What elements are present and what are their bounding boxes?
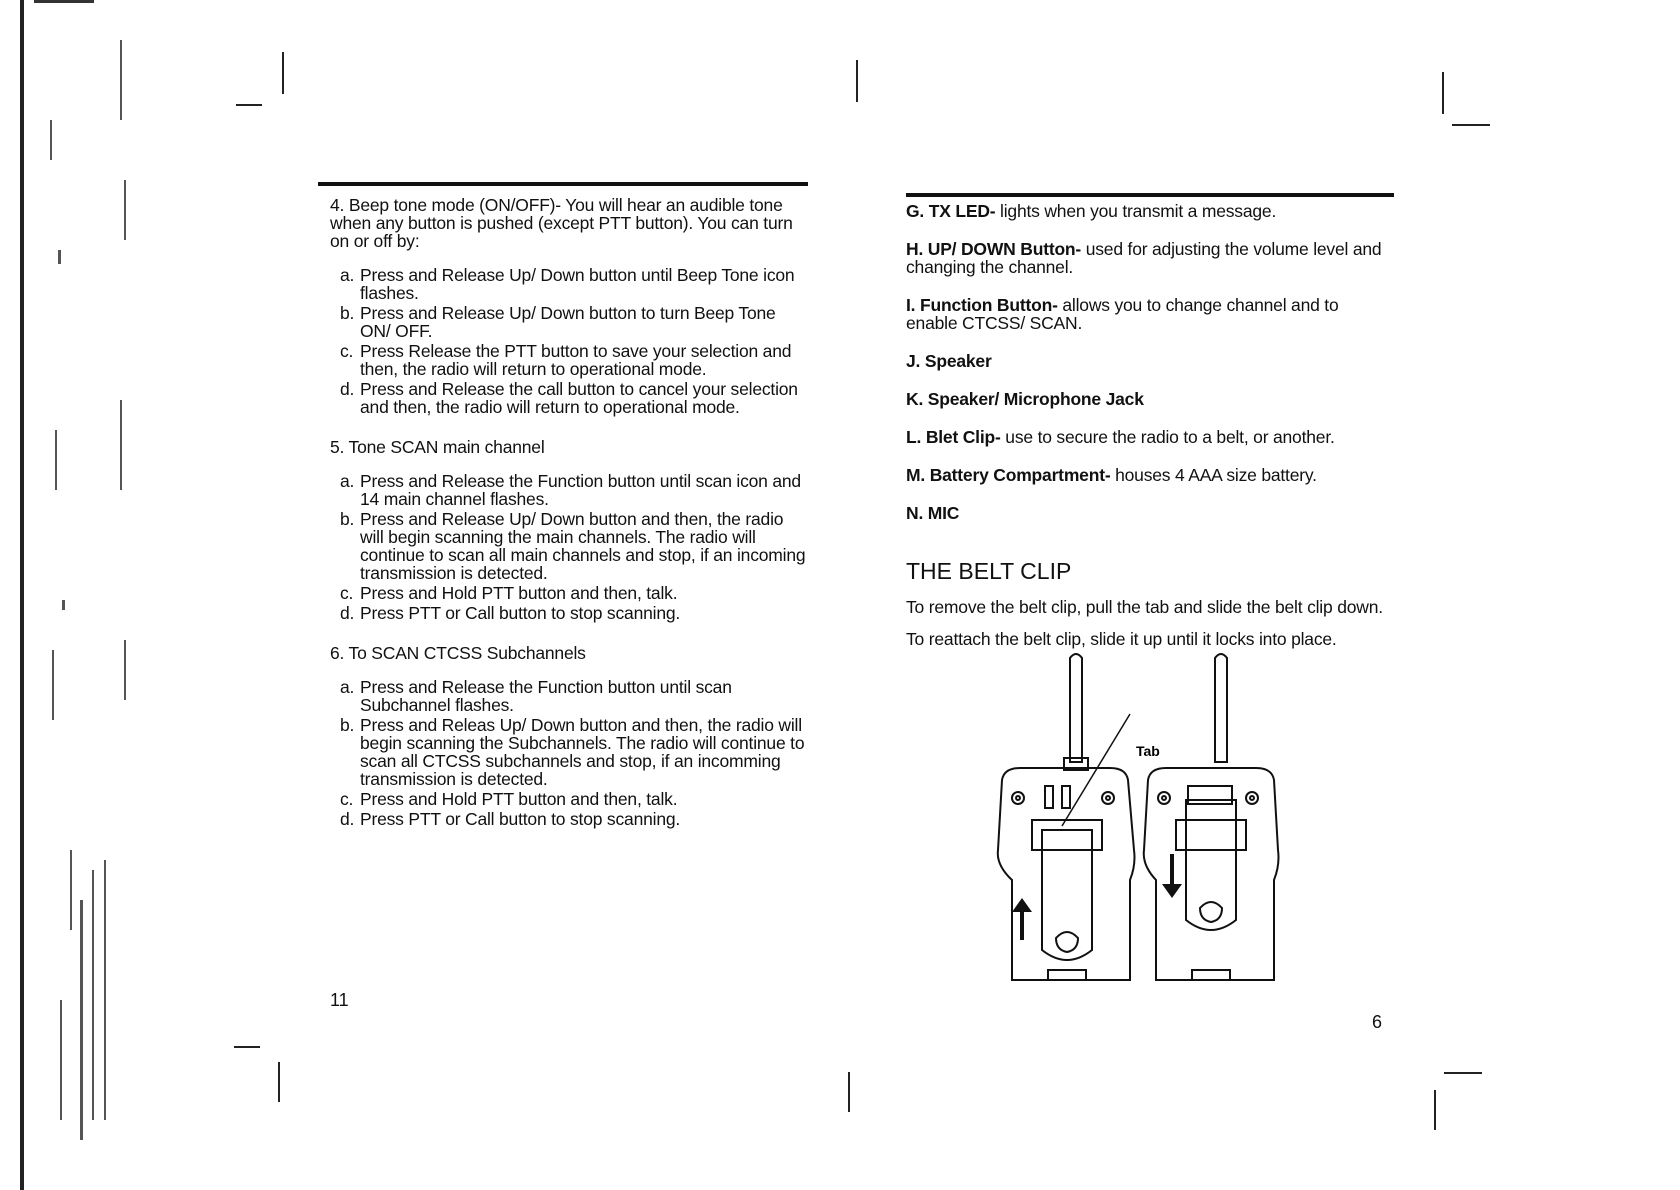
left-page-top-rule bbox=[318, 182, 808, 186]
part-description bbox=[906, 240, 1394, 276]
section-intro: 4. Beep tone mode (ON/OFF)- You will hear an audible tone when any button is pushed (except PTT button). You can turn on or off by: bbox=[330, 195, 793, 251]
belt-clip-illustration bbox=[990, 650, 1290, 1000]
item-text: Press Release the PTT button to save your selection and then, the radio will return to operational mode. bbox=[360, 341, 792, 379]
section-intro: 5. Tone SCAN main channel bbox=[330, 437, 545, 457]
right-page-content bbox=[906, 202, 1394, 662]
part-desc: lights when you transmit a message. bbox=[995, 201, 1277, 221]
item-text: Press and Release the call button to cancel your selection and then, the radio will return to operational mode. bbox=[360, 379, 798, 417]
crop-mark bbox=[1444, 1072, 1482, 1074]
part-desc: use to secure the radio to a belt, or another. bbox=[1000, 427, 1335, 447]
part-term: J. Speaker bbox=[906, 351, 992, 371]
list-item bbox=[340, 678, 806, 714]
arrow-up-icon bbox=[1012, 898, 1032, 940]
item-text: Press and Hold PTT button and then, talk. bbox=[360, 583, 678, 603]
section-intro: 6. To SCAN CTCSS Subchannels bbox=[330, 643, 586, 663]
crop-mark bbox=[278, 1062, 280, 1102]
list-item bbox=[340, 604, 806, 622]
item-label: a. bbox=[340, 677, 355, 697]
item-label: b. bbox=[340, 303, 355, 323]
crop-mark bbox=[1434, 1090, 1436, 1130]
item-label: c. bbox=[340, 789, 354, 809]
step-list bbox=[340, 266, 806, 416]
item-text: Press and Release the Function button until scan Subchannel flashes. bbox=[360, 677, 732, 715]
list-item bbox=[340, 510, 806, 582]
item-label: d. bbox=[340, 603, 355, 623]
item-label: b. bbox=[340, 509, 355, 529]
part-description bbox=[906, 202, 1394, 220]
scan-edge-artifacts bbox=[0, 0, 140, 1190]
list-item bbox=[340, 716, 806, 788]
list-item bbox=[340, 584, 806, 602]
section-beep-tone bbox=[330, 196, 806, 416]
list-item bbox=[340, 304, 806, 340]
crop-mark bbox=[856, 60, 858, 102]
section-ctcss-scan bbox=[330, 644, 806, 828]
list-item bbox=[340, 380, 806, 416]
part-desc: allows you to change channel and to enable CTCSS/ SCAN. bbox=[906, 295, 1339, 333]
part-term: M. Battery Compartment- bbox=[906, 465, 1111, 485]
part-description bbox=[906, 504, 1394, 522]
item-text: Press and Release Up/ Down button to turn Beep Tone ON/ OFF. bbox=[360, 303, 776, 341]
belt-clip-remove-text: To remove the belt clip, pull the tab and slide the belt clip down. bbox=[906, 597, 1383, 617]
part-term: L. Blet Clip- bbox=[906, 427, 1001, 447]
item-label: d. bbox=[340, 809, 355, 829]
item-label: c. bbox=[340, 341, 354, 361]
item-label: c. bbox=[340, 583, 354, 603]
item-label: a. bbox=[340, 471, 355, 491]
item-text: Press and Release the Function button until scan icon and 14 main channel flashes. bbox=[360, 471, 801, 509]
section-tone-scan bbox=[330, 438, 806, 622]
item-text: Press PTT or Call button to stop scanning. bbox=[360, 809, 681, 829]
radio-left-drawing bbox=[998, 654, 1135, 980]
crop-mark bbox=[236, 104, 262, 106]
page-number-left: 11 bbox=[330, 990, 349, 1010]
part-term: N. MIC bbox=[906, 503, 960, 523]
item-label: d. bbox=[340, 379, 355, 399]
list-item bbox=[340, 790, 806, 808]
radio-right-drawing bbox=[1144, 654, 1279, 980]
crop-mark bbox=[282, 52, 284, 94]
crop-mark bbox=[1442, 72, 1444, 114]
crop-mark bbox=[1452, 124, 1490, 126]
part-term: G. TX LED- bbox=[906, 201, 996, 221]
arrow-down-icon bbox=[1162, 854, 1182, 898]
item-text: Press PTT or Call button to stop scanning. bbox=[360, 603, 681, 623]
list-item bbox=[340, 266, 806, 302]
step-list bbox=[340, 678, 806, 828]
page-number-right: 6 bbox=[1372, 1012, 1383, 1032]
item-text: Press and Release Up/ Down button and then, the radio will begin scanning the main channels. The radio will continue to scan all main channels and stop, if an incoming transmission is detected. bbox=[360, 509, 806, 583]
list-item bbox=[340, 472, 806, 508]
part-term: H. UP/ DOWN Button- bbox=[906, 239, 1082, 259]
item-text: Press and Release Up/ Down button until Beep Tone icon flashes. bbox=[360, 265, 795, 303]
part-desc: houses 4 AAA size battery. bbox=[1110, 465, 1317, 485]
part-description bbox=[906, 466, 1394, 484]
belt-clip-heading: THE BELT CLIP bbox=[906, 558, 1072, 584]
belt-clip-reattach-text: To reattach the belt clip, slide it up until it locks into place. bbox=[906, 629, 1337, 649]
part-description bbox=[906, 352, 1394, 370]
tab-label: Tab bbox=[1136, 743, 1160, 759]
part-term: I. Function Button- bbox=[906, 295, 1058, 315]
part-desc: used for adjusting the volume level and changing the channel. bbox=[906, 239, 1382, 277]
list-item bbox=[340, 342, 806, 378]
list-item bbox=[340, 810, 806, 828]
crop-mark bbox=[234, 1046, 260, 1048]
item-text: Press and Hold PTT button and then, talk. bbox=[360, 789, 678, 809]
part-description bbox=[906, 428, 1394, 446]
part-description bbox=[906, 390, 1394, 408]
part-description bbox=[906, 296, 1394, 332]
item-text: Press and Releas Up/ Down button and then, the radio will begin scanning the Subchannels. The radio will continue to scan all CTCSS subchannels and stop, if an incomming transmission is detected. bbox=[360, 715, 805, 789]
step-list bbox=[340, 472, 806, 622]
part-term: K. Speaker/ Microphone Jack bbox=[906, 389, 1144, 409]
right-page-top-rule bbox=[906, 193, 1394, 197]
left-page-content bbox=[330, 196, 806, 850]
item-label: a. bbox=[340, 265, 355, 285]
item-label: b. bbox=[340, 715, 355, 735]
crop-mark bbox=[848, 1072, 850, 1112]
